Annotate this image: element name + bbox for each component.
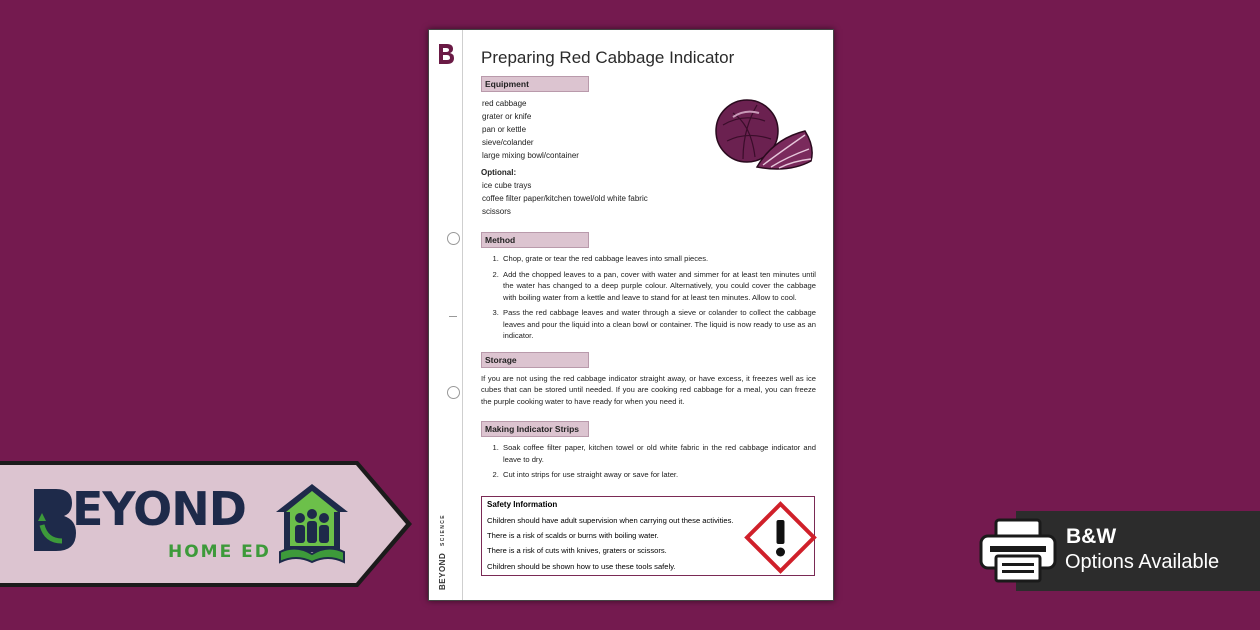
optional-list xyxy=(482,179,816,218)
punch-hole xyxy=(447,386,460,399)
red-cabbage-icon xyxy=(713,95,817,177)
worksheet-title: Preparing Red Cabbage Indicator xyxy=(481,48,735,67)
method-step: 3. Pass the red cabbage leaves and water through a sieve or colander to collect the cabbage leaves and pour the liquid into a clean bowl or container. The liquid is now ready to use as an indicator. xyxy=(501,307,816,342)
punch-mark xyxy=(449,316,457,317)
punch-hole xyxy=(447,232,460,245)
strips-heading: Making Indicator Strips xyxy=(481,421,589,437)
printer-icon xyxy=(978,518,1058,584)
bw-title: B&W xyxy=(1066,525,1117,548)
strips-step: 1. Soak coffee filter paper, kitchen towel or old white fabric in the red cabbage indicator and leave to dry. xyxy=(501,442,816,465)
strips-steps xyxy=(501,442,816,481)
side-brand-sub: SCIENCE xyxy=(440,514,446,547)
list-item: pan or kettle xyxy=(482,125,527,134)
storage-heading: Storage xyxy=(481,352,589,368)
safety-heading: Safety Information xyxy=(487,500,558,509)
list-item: large mixing bowl/container xyxy=(482,151,579,160)
side-brand xyxy=(438,500,454,590)
list-item: scissors xyxy=(482,207,511,216)
safety-line: There is a risk of scalds or burns with boiling water. xyxy=(487,531,659,541)
equipment-heading: Equipment xyxy=(481,76,589,92)
beyond-b-icon xyxy=(28,485,78,555)
list-item: ice cube trays xyxy=(482,181,532,190)
optional-heading: Optional: xyxy=(481,168,517,177)
strips-step: 2. Cut into strips for use straight away or save for later. xyxy=(501,469,816,481)
method-step: 1. Chop, grate or tear the red cabbage leaves into small pieces. xyxy=(501,253,816,265)
safety-line: There is a risk of cuts with knives, graters or scissors. xyxy=(487,546,667,556)
list-item: red cabbage xyxy=(482,99,527,108)
exclamation-hazard-icon xyxy=(743,500,818,575)
safety-box xyxy=(481,496,815,576)
beyond-logo-icon xyxy=(437,42,455,66)
safety-line: Children should be shown how to use these tools safely. xyxy=(487,561,676,571)
house-family-icon xyxy=(274,482,350,564)
storage-text: If you are not using the red cabbage indicator straight away, or have excess, it freezes well as ice cubes that can be stored until needed. If you are cooking red cabbage for a meal, you can freeze the purple cooking water to have ready for when you need it. xyxy=(481,373,816,406)
list-item: grater or knife xyxy=(482,112,532,121)
bw-subtitle: Options Available xyxy=(1065,551,1220,573)
worksheet-preview xyxy=(428,29,834,601)
safety-line: Children should have adult supervision when carrying out these activities. xyxy=(487,516,734,525)
list-item: coffee filter paper/kitchen towel/old white fabric xyxy=(482,194,648,203)
brand-name: EYOND xyxy=(72,482,246,536)
binder-margin-line xyxy=(462,30,463,600)
brand-subtitle: HOME ED xyxy=(168,542,271,562)
method-heading: Method xyxy=(481,232,589,248)
side-brand-text: BEYOND xyxy=(438,552,447,590)
method-steps xyxy=(501,253,816,342)
list-item: sieve/colander xyxy=(482,138,534,147)
method-step: 2. Add the chopped leaves to a pan, cover with water and simmer for at least ten minutes until the water has changed to a deep purple colour. Alternatively, you could cover the cabbage with boiling water from a kettle and leave to stand for at least ten minutes. Allow to cool. xyxy=(501,269,816,304)
